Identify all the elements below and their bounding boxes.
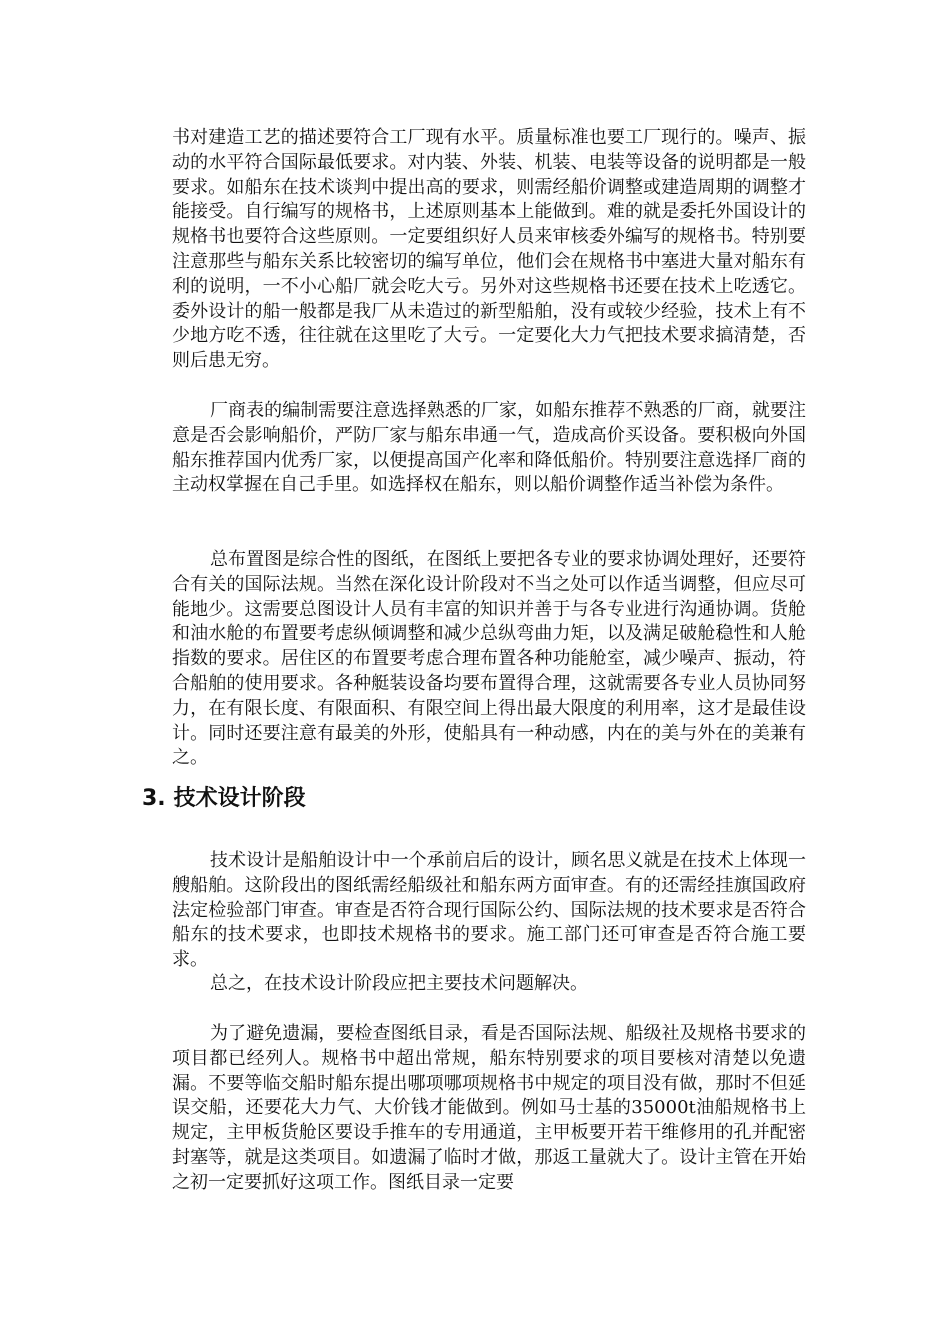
paragraph-general-arrangement: 总布置图是综合性的图纸，在图纸上要把各专业的要求协调处理好，还要符合有关的国际法规。当然在深化设计阶段对不当之处可以作适当调整，但应尽可能地少。这需要总图设计人员有丰富的知识并善于与各专业进行沟通协调。货舱和油水舱的布置要考虑纵倾调整和减少总纵弯曲力矩，以及满足破舱稳性和人舱指数的要求。居住区的布置要考虑合理布置各种功能舱室，减少噪声、振动，符合船舶的使用要求。各种艇装设备均要布置得合理，这就需要各专业人员协同努力，在有限长度、有限面积、有限空间上得出最大限度的利用率，这才是最佳设计。同时还要注意有最美的外形，使船具有一种动感，内在的美与外在的美兼有之。 bbox=[172, 549, 806, 769]
paragraph-technical-design: 技术设计是船舶设计中一个承前启后的设计，顾名思义就是在技术上体现一艘船舶。这阶段出的图纸需经船级社和船东两方面审查。有的还需经挂旗国政府法定检验部门审查。审查是否符合现行国际公约、国际法规的技术要求是否符合船东的技术要求，也即技术规格书的要求。施工部门还可审查是否符合施工要求。 bbox=[172, 850, 806, 971]
section-heading bbox=[142, 784, 306, 814]
paragraph-spec-requirements: 书对建造工艺的描述要符合工厂现有水平。质量标准也要工厂现行的。噪声、振动的水平符合国际最低要求。对内装、外装、机装、电装等设备的说明都是一般要求。如船东在技术谈判中提出高的要求，则需经船价调整或建造周期的调整才能接受。自行编写的规格书，上述原则基本上能做到。难的就是委托外国设计的规格书也要符合这些原则。一定要组织好人员来审核委外编写的规格书。特别要注意那些与船东关系比较密切的编写单位，他们会在规格书中塞进大量对船东有利的说明，一不小心船厂就会吃大亏。另外对这些规格书还要在技术上吃透它。委外设计的船一般都是我厂从未造过的新型船舶，没有或较少经验，技术上有不少地方吃不透，往往就在这里吃了大亏。一定要化大力气把技术要求搞清楚，否则后患无穷。 bbox=[172, 127, 806, 372]
paragraph-drawing-list: 为了避免遗漏，要检查图纸目录，看是否国际法规、船级社及规格书要求的项目都已经列人。规格书中超出常规，船东特别要求的项目要核对清楚以免遗漏。不要等临交船时船东提出哪项哪项规格书中规定的项目没有做，那时不但延误交船，还要花大力气、大价钱才能做到。例如马士基的35000t油船规格书上规定，主甲板货舱区要设手推车的专用通道，主甲板要开若干维修用的孔并配密封塞等，就是这类项目。如遗漏了临时才做，那返工量就大了。设计主管在开始之初一定要抓好这项工作。图纸目录一定要 bbox=[172, 1023, 806, 1193]
section-number: 3. bbox=[142, 786, 166, 811]
section-title: 技术设计阶段 bbox=[173, 786, 306, 811]
paragraph-vendor-list: 厂商表的编制需要注意选择熟悉的厂家，如船东推荐不熟悉的厂商，就要注意是否会影响船价，严防厂家与船东串通一气，造成高价买设备。要积极向外国船东推荐国内优秀厂家，以便提高国产化率和降低船价。特别要注意选择厂商的主动权掌握在自己手里。如选择权在船东，则以船价调整作适当补偿为条件。 bbox=[172, 400, 806, 496]
paragraph-summary: 总之，在技术设计阶段应把主要技术问题解决。 bbox=[210, 973, 588, 994]
